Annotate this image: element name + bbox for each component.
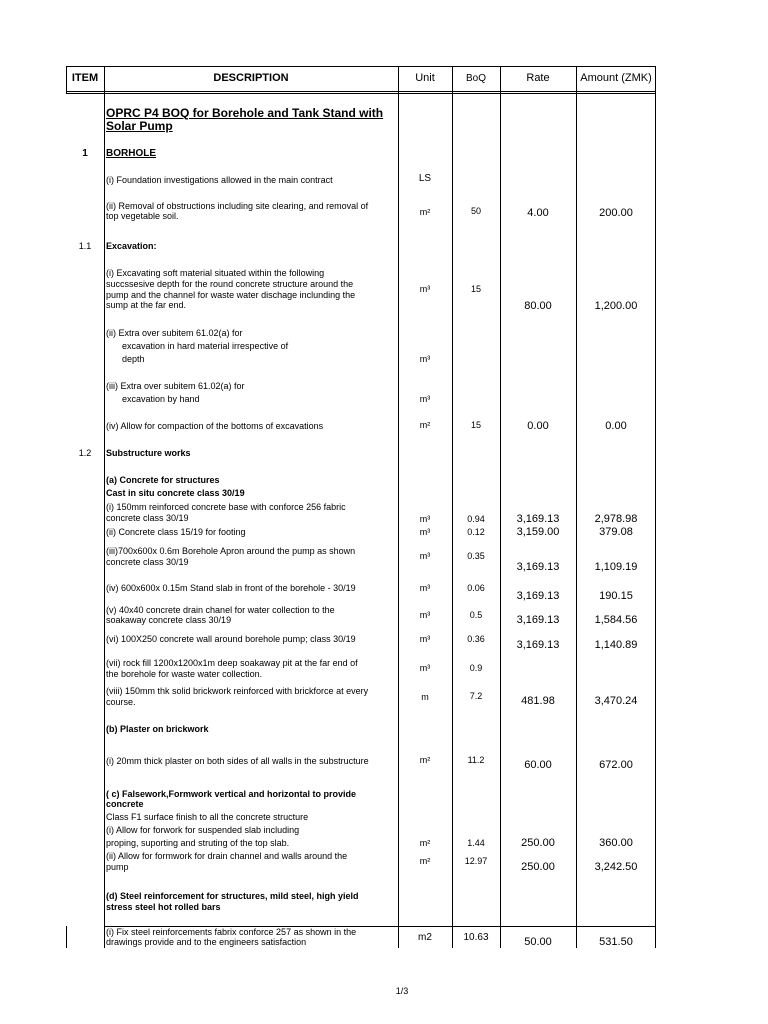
item-description: (i) Fix steel reinforcements fabrix conforce 257 as shown in the bbox=[106, 927, 357, 937]
item-description-line2: concrete class 30/19 bbox=[106, 557, 189, 567]
item-description-line2: soakaway concrete class 30/19 bbox=[106, 615, 232, 625]
item-rate: 3,159.00 bbox=[516, 526, 560, 538]
item-amount: 200.00 bbox=[599, 207, 633, 219]
item-rate: 60.00 bbox=[524, 759, 552, 771]
item-description-line2: the borehole for waste water collection. bbox=[106, 669, 263, 679]
item-boq: 0.5 bbox=[469, 610, 483, 620]
item-amount: 379.08 bbox=[599, 526, 633, 538]
subsection-heading-line2: concrete bbox=[106, 799, 144, 809]
item-description-line3: depth bbox=[122, 354, 145, 364]
document-title: OPRC P4 BOQ for Borehole and Tank Stand with bbox=[106, 106, 384, 120]
col-border-left-body bbox=[66, 926, 67, 948]
header-amount: Amount (ZMK) bbox=[580, 72, 652, 84]
header-rate: Rate bbox=[526, 72, 550, 84]
item-unit: m³ bbox=[419, 514, 431, 524]
section-number: 1 bbox=[82, 148, 88, 159]
item-description-line2: concrete class 30/19 bbox=[106, 513, 189, 523]
item-description: (i) 150mm reinforced concrete base with conforce 256 fabric bbox=[106, 502, 346, 512]
section-number: 1.2 bbox=[78, 448, 92, 458]
item-description-line2: course. bbox=[106, 697, 136, 707]
item-rate: 0.00 bbox=[527, 420, 549, 432]
item-rate: 80.00 bbox=[524, 300, 552, 312]
item-description-line2: excavation by hand bbox=[122, 394, 200, 404]
item-description: (iv) Allow for compaction of the bottoms of excavations bbox=[106, 421, 324, 431]
subsection-note: Class F1 surface finish to all the concrete structure bbox=[106, 812, 309, 822]
item-description: (iv) 600x600x 0.15m Stand slab in front of the borehole - 30/19 bbox=[106, 583, 356, 593]
item-unit: m² bbox=[419, 755, 431, 765]
item-unit: m² bbox=[419, 207, 431, 217]
item-unit: m³ bbox=[419, 551, 431, 561]
item-amount: 531.50 bbox=[599, 936, 633, 948]
subsection-heading: ( c) Falsework,Formwork vertical and horizontal to provide bbox=[106, 789, 357, 799]
item-amount: 2,978.98 bbox=[594, 513, 638, 525]
header-bottom-border bbox=[66, 91, 656, 92]
section-heading: Excavation: bbox=[106, 241, 157, 251]
header-bottom-border-2 bbox=[66, 93, 656, 94]
item-amount: 1,140.89 bbox=[594, 639, 638, 651]
item-boq: 50 bbox=[470, 206, 481, 216]
item-boq: 12.97 bbox=[464, 856, 488, 866]
item-description-line4: sump at the far end. bbox=[106, 300, 187, 310]
item-description-line2: succssesive depth for the round concrete structure around the bbox=[106, 279, 354, 289]
item-unit: m bbox=[421, 692, 429, 702]
item-description-line3: pump and the channel for waste water dischage inclunding the bbox=[106, 290, 356, 300]
item-amount: 1,109.19 bbox=[594, 561, 638, 573]
item-description: (v) 40x40 concrete drain chanel for water collection to the bbox=[106, 605, 335, 615]
item-description: (ii) Allow for formwork for drain channel and walls around the bbox=[106, 851, 348, 861]
item-rate: 250.00 bbox=[521, 837, 555, 849]
item-amount: 1,200.00 bbox=[594, 300, 638, 312]
col-border-rate bbox=[576, 66, 577, 948]
item-boq: 7.2 bbox=[469, 691, 483, 701]
item-description: (vii) rock fill 1200x1200x1m deep soakaway pit at the far end of bbox=[106, 658, 358, 668]
item-boq: 0.35 bbox=[467, 551, 485, 561]
item-amount: 3,470.24 bbox=[594, 695, 638, 707]
subsection-heading: (d) Steel reinforcement for structures, mild steel, high yield bbox=[106, 891, 359, 901]
item-boq: 15 bbox=[470, 284, 481, 294]
item-description: (viii) 150mm thk solid brickwork reinforced with brickforce at every bbox=[106, 686, 369, 696]
subsection-heading: (a) Concrete for structures bbox=[106, 475, 220, 485]
col-border-item bbox=[104, 66, 105, 948]
item-unit: m³ bbox=[419, 663, 431, 673]
item-description-line2: drawings provide and to the engineers satisfaction bbox=[106, 937, 307, 947]
item-unit: m³ bbox=[419, 610, 431, 620]
item-amount: 3,242.50 bbox=[594, 861, 638, 873]
item-description: (iii)700x600x 0.6m Borehole Apron around the pump as shown bbox=[106, 546, 356, 556]
item-unit: m³ bbox=[419, 634, 431, 644]
item-rate: 50.00 bbox=[524, 936, 552, 948]
item-rate: 250.00 bbox=[521, 861, 555, 873]
item-unit: m³ bbox=[419, 284, 431, 294]
item-amount: 672.00 bbox=[599, 759, 633, 771]
subsection-heading: (b) Plaster on brickwork bbox=[106, 724, 209, 734]
item-boq: 0.9 bbox=[469, 663, 483, 673]
col-border-right bbox=[655, 66, 656, 948]
item-rate: 3,169.13 bbox=[516, 561, 560, 573]
item-description-line2: top vegetable soil. bbox=[106, 211, 179, 221]
col-border-unit bbox=[452, 66, 453, 948]
item-description: (ii) Concrete class 15/19 for footing bbox=[106, 527, 246, 537]
item-unit: m³ bbox=[419, 583, 431, 593]
item-rate: 3,169.13 bbox=[516, 590, 560, 602]
item-unit: m³ bbox=[419, 394, 431, 404]
item-description: (iii) Extra over subitem 61.02(a) for bbox=[106, 381, 245, 391]
item-boq: 0.94 bbox=[467, 514, 485, 524]
item-boq: 11.2 bbox=[467, 755, 485, 765]
item-description: (ii) Extra over subitem 61.02(a) for bbox=[106, 328, 243, 338]
section-heading: Substructure works bbox=[106, 448, 191, 458]
item-description: (i) 20mm thick plaster on both sides of all walls in the substructure bbox=[106, 756, 369, 766]
subsection-heading-line2: stress steel hot rolled bars bbox=[106, 902, 221, 912]
item-rate: 481.98 bbox=[521, 695, 555, 707]
item-amount: 190.15 bbox=[599, 590, 633, 602]
section-heading: BORHOLE bbox=[106, 148, 156, 159]
item-boq: 0.12 bbox=[467, 527, 485, 537]
item-description-line2: pump bbox=[106, 862, 129, 872]
item-boq: 15 bbox=[470, 420, 481, 430]
item-amount: 360.00 bbox=[599, 837, 633, 849]
section-number: 1.1 bbox=[78, 241, 92, 251]
item-boq: 0.06 bbox=[467, 583, 485, 593]
header-item: ITEM bbox=[71, 72, 99, 84]
item-unit: m³ bbox=[419, 354, 431, 364]
col-border-boq bbox=[500, 66, 501, 948]
page-number: 1/3 bbox=[395, 986, 409, 996]
item-rate: 3,169.13 bbox=[516, 614, 560, 626]
item-boq: 0.36 bbox=[467, 634, 485, 644]
item-boq: 10.63 bbox=[463, 932, 489, 943]
item-unit: m² bbox=[419, 420, 431, 430]
col-border-desc bbox=[398, 66, 399, 948]
item-description: (i) Excavating soft material situated within the following bbox=[106, 268, 325, 278]
subsection-heading-line2: Cast in situ concrete class 30/19 bbox=[106, 488, 245, 498]
item-amount: 0.00 bbox=[605, 420, 627, 432]
item-unit: LS bbox=[418, 173, 432, 184]
item-description: (i) Allow for forwork for suspended slab including bbox=[106, 825, 300, 835]
table-top-border bbox=[66, 66, 656, 67]
item-description-line2: proping, suporting and struting of the top slab. bbox=[106, 838, 290, 848]
item-rate: 3,169.13 bbox=[516, 513, 560, 525]
item-unit: m2 bbox=[418, 932, 432, 943]
item-rate: 4.00 bbox=[527, 207, 549, 219]
item-boq: 1.44 bbox=[467, 838, 485, 848]
item-amount: 1,584.56 bbox=[594, 614, 638, 626]
item-description: (ii) Removal of obstructions including site clearing, and removal of bbox=[106, 201, 369, 211]
item-description-line2: excavation in hard material irrespective of bbox=[122, 341, 289, 351]
item-description: (i) Foundation investigations allowed in the main contract bbox=[106, 175, 333, 185]
header-unit: Unit bbox=[415, 72, 435, 84]
item-rate: 3,169.13 bbox=[516, 639, 560, 651]
item-unit: m² bbox=[419, 856, 431, 866]
item-unit: m³ bbox=[419, 527, 431, 537]
item-unit: m² bbox=[419, 838, 431, 848]
header-description: DESCRIPTION bbox=[213, 72, 289, 84]
document-title-line2: Solar Pump bbox=[106, 119, 173, 133]
item-description: (vi) 100X250 concrete wall around borehole pump; class 30/19 bbox=[106, 634, 356, 644]
header-boq: BoQ bbox=[465, 73, 486, 84]
